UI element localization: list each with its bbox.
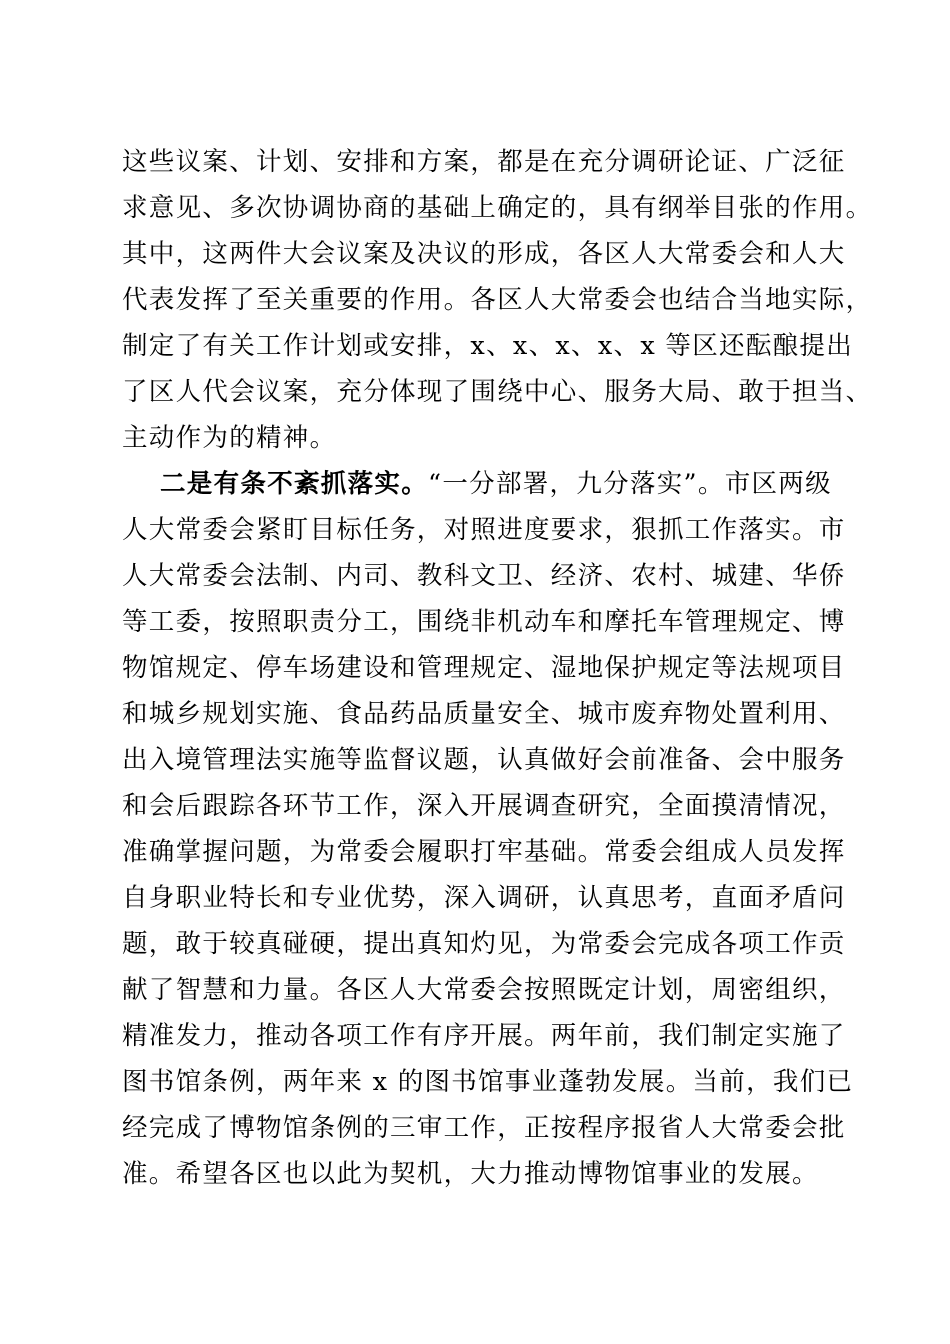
paragraph-2	[122, 461, 854, 1197]
text-line: 代表发挥了至关重要的作用。各区人大常委会也结合当地实际，	[122, 285, 873, 315]
paragraph-lead-heading: 二是有条不紊抓落实。	[160, 469, 429, 499]
text-line: 经完成了博物馆条例的三审工作，正按程序报省人大常委会批	[122, 1113, 846, 1143]
text-line: 和会后跟踪各环节工作，深入开展调查研究，全面摸清情况，	[122, 791, 846, 821]
text-line: 准。希望各区也以此为契机，大力推动博物馆事业的发展。	[122, 1159, 819, 1189]
text-line: 准确掌握问题，为常委会履职打牢基础。常委会组成人员发挥	[122, 837, 846, 867]
text-line: 图书馆条例，两年来 x 的图书馆事业蓬勃发展。当前，我们已	[122, 1067, 854, 1097]
document-body	[122, 139, 873, 1197]
text-line: 人大常委会法制、内司、教科文卫、经济、农村、城建、华侨	[122, 561, 846, 591]
paragraph-first-line	[122, 461, 842, 507]
text-segment: “一分部署，九分落实”。市区两级	[428, 469, 832, 499]
text-line: 精准发力，推动各项工作有序开展。两年前，我们制定实施了	[122, 1021, 846, 1051]
text-line: 这些议案、计划、安排和方案，都是在充分调研论证、广泛征	[122, 147, 846, 177]
text-line: 制定了有关工作计划或安排，x、x、x、x、x 等区还酝酿提出	[122, 331, 854, 361]
text-line: 和城乡规划实施、食品药品质量安全、城市废弃物处置利用、	[122, 699, 846, 729]
text-line: 求意见、多次协调协商的基础上确定的，具有纲举目张的作用。	[122, 193, 873, 223]
text-line: 等工委，按照职责分工，围绕非机动车和摩托车管理规定、博	[122, 607, 846, 637]
text-line: 物馆规定、停车场建设和管理规定、湿地保护规定等法规项目	[122, 653, 846, 683]
text-line: 献了智慧和力量。各区人大常委会按照既定计划，周密组织，	[122, 975, 846, 1005]
text-line: 出入境管理法实施等监督议题，认真做好会前准备、会中服务	[122, 745, 846, 775]
text-line: 主动作为的精神。	[122, 423, 337, 453]
text-line: 了区人代会议案，充分体现了围绕中心、服务大局、敢于担当、	[122, 377, 873, 407]
text-line: 人大常委会紧盯目标任务，对照进度要求，狠抓工作落实。市	[122, 515, 846, 545]
text-line: 题，敢于较真碰硬，提出真知灼见，为常委会完成各项工作贡	[122, 929, 846, 959]
paragraph-1	[122, 139, 873, 461]
text-line: 自身职业特长和专业优势，深入调研，认真思考，直面矛盾问	[122, 883, 846, 913]
text-line: 其中，这两件大会议案及决议的形成，各区人大常委会和人大	[122, 239, 846, 269]
